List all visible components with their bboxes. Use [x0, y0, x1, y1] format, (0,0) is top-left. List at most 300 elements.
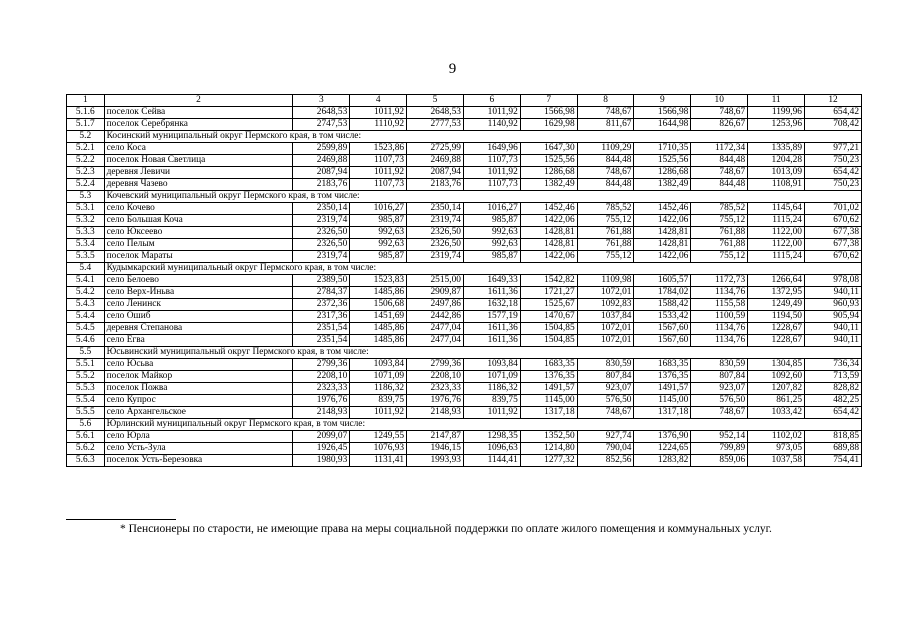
table-row	[67, 371, 862, 383]
table-row	[67, 395, 862, 407]
value-cell: 576,50	[691, 395, 748, 407]
value-cell: 1304,85	[748, 359, 805, 371]
value-cell: 1298,35	[463, 431, 520, 443]
value-cell: 985,87	[350, 251, 407, 263]
value-cell: 1253,96	[748, 119, 805, 131]
value-cell: 1283,82	[634, 455, 691, 467]
value-cell: 1993,93	[407, 455, 464, 467]
value-cell: 761,88	[577, 239, 634, 251]
value-cell: 799,89	[691, 443, 748, 455]
value-cell: 1649,33	[463, 275, 520, 287]
settlement-name: поселок Серебрянка	[104, 119, 293, 131]
settlement-name: поселок Усть-Березовка	[104, 455, 293, 467]
settlement-name: деревня Чазево	[104, 179, 293, 191]
value-cell: 2477,04	[407, 323, 464, 335]
value-cell: 1422,06	[634, 251, 691, 263]
value-cell: 2784,37	[293, 287, 350, 299]
value-cell: 992,63	[463, 227, 520, 239]
value-cell: 689,88	[805, 443, 862, 455]
value-cell: 844,48	[577, 155, 634, 167]
value-cell: 1107,73	[463, 179, 520, 191]
value-cell: 1071,09	[463, 371, 520, 383]
value-cell: 748,67	[577, 107, 634, 119]
value-cell: 852,56	[577, 455, 634, 467]
row-code: 5.2.2	[67, 155, 105, 167]
value-cell: 482,25	[805, 395, 862, 407]
value-cell: 736,34	[805, 359, 862, 371]
value-cell: 1611,36	[463, 335, 520, 347]
value-cell: 1485,86	[350, 323, 407, 335]
value-cell: 1504,85	[520, 335, 577, 347]
value-cell: 1096,63	[463, 443, 520, 455]
value-cell: 1376,90	[634, 431, 691, 443]
value-cell: 839,75	[350, 395, 407, 407]
page-number: 9	[448, 61, 457, 77]
value-cell: 2725,99	[407, 143, 464, 155]
value-cell: 701,02	[805, 203, 862, 215]
value-cell: 1533,42	[634, 311, 691, 323]
value-cell: 940,11	[805, 287, 862, 299]
value-cell: 755,12	[577, 215, 634, 227]
value-cell: 1093,84	[350, 359, 407, 371]
value-cell: 2323,33	[407, 383, 464, 395]
row-code: 5.5.3	[67, 383, 105, 395]
value-cell: 1286,68	[520, 167, 577, 179]
value-cell: 1976,76	[407, 395, 464, 407]
value-cell: 2319,74	[407, 251, 464, 263]
settlement-name: село Пелым	[104, 239, 293, 251]
row-code: 5.2.3	[67, 167, 105, 179]
value-cell: 985,87	[350, 215, 407, 227]
value-cell: 1523,86	[350, 143, 407, 155]
value-cell: 1611,36	[463, 287, 520, 299]
value-cell: 1072,01	[577, 287, 634, 299]
value-cell: 748,67	[577, 407, 634, 419]
section-row	[67, 419, 862, 431]
value-cell: 761,88	[577, 227, 634, 239]
value-cell: 2469,88	[407, 155, 464, 167]
row-code: 5.6.2	[67, 443, 105, 455]
value-cell: 1588,42	[634, 299, 691, 311]
value-cell: 2148,93	[293, 407, 350, 419]
value-cell: 2351,54	[293, 323, 350, 335]
settlement-name: село Юксеево	[104, 227, 293, 239]
value-cell: 1485,86	[350, 335, 407, 347]
section-title: Косинский муниципальный округ Пермского края, в том числе:	[104, 131, 861, 143]
value-cell: 2147,87	[407, 431, 464, 443]
value-cell: 839,75	[463, 395, 520, 407]
value-cell: 807,84	[691, 371, 748, 383]
settlement-name: село Ошиб	[104, 311, 293, 323]
row-code: 5.3.1	[67, 203, 105, 215]
value-cell: 2747,53	[293, 119, 350, 131]
row-code: 5.3.3	[67, 227, 105, 239]
value-cell: 1134,76	[691, 335, 748, 347]
section-title: Кочевский муниципальный округ Пермского края, в том числе:	[104, 191, 861, 203]
value-cell: 1470,67	[520, 311, 577, 323]
value-cell: 2599,89	[293, 143, 350, 155]
value-cell: 1317,18	[634, 407, 691, 419]
value-cell: 1115,24	[748, 215, 805, 227]
value-cell: 2326,50	[407, 239, 464, 251]
row-code: 5.4.5	[67, 323, 105, 335]
value-cell: 1422,06	[520, 251, 577, 263]
table-row	[67, 107, 862, 119]
value-cell: 1422,06	[520, 215, 577, 227]
value-cell: 1224,65	[634, 443, 691, 455]
value-cell: 2351,54	[293, 335, 350, 347]
value-cell: 992,63	[350, 227, 407, 239]
value-cell: 2326,50	[293, 227, 350, 239]
column-header: 8	[577, 95, 634, 107]
value-cell: 1577,19	[463, 311, 520, 323]
table-row	[67, 239, 862, 251]
value-cell: 1228,67	[748, 335, 805, 347]
row-code: 5.3.2	[67, 215, 105, 227]
value-cell: 1016,27	[350, 203, 407, 215]
table-row	[67, 203, 862, 215]
value-cell: 750,23	[805, 155, 862, 167]
value-cell: 807,84	[577, 371, 634, 383]
value-cell: 1382,49	[634, 179, 691, 191]
column-header: 6	[463, 95, 520, 107]
value-cell: 1491,57	[520, 383, 577, 395]
value-cell: 2326,50	[407, 227, 464, 239]
value-cell: 1382,49	[520, 179, 577, 191]
settlement-name: село Юрла	[104, 431, 293, 443]
value-cell: 1376,35	[634, 371, 691, 383]
value-cell: 1110,92	[350, 119, 407, 131]
settlement-name: село Архангельское	[104, 407, 293, 419]
section-code: 5.4	[67, 263, 105, 275]
value-cell: 1976,76	[293, 395, 350, 407]
value-cell: 2497,86	[407, 299, 464, 311]
value-cell: 1249,49	[748, 299, 805, 311]
value-cell: 2317,36	[293, 311, 350, 323]
row-code: 5.4.6	[67, 335, 105, 347]
value-cell: 2087,94	[407, 167, 464, 179]
value-cell: 1072,01	[577, 335, 634, 347]
value-cell: 992,63	[463, 239, 520, 251]
value-cell: 1011,92	[463, 167, 520, 179]
value-cell: 1145,64	[748, 203, 805, 215]
value-cell: 1199,96	[748, 107, 805, 119]
settlement-name: село Коса	[104, 143, 293, 155]
value-cell: 755,12	[691, 251, 748, 263]
value-cell: 1683,35	[634, 359, 691, 371]
value-cell: 654,42	[805, 407, 862, 419]
value-cell: 1372,95	[748, 287, 805, 299]
value-cell: 985,87	[463, 215, 520, 227]
value-cell: 830,59	[691, 359, 748, 371]
value-cell: 761,88	[691, 227, 748, 239]
value-cell: 923,07	[691, 383, 748, 395]
value-cell: 1011,92	[463, 407, 520, 419]
settlement-name: село Усть-Зула	[104, 443, 293, 455]
row-code: 5.2.4	[67, 179, 105, 191]
value-cell: 1926,45	[293, 443, 350, 455]
value-cell: 1072,01	[577, 323, 634, 335]
value-cell: 1525,67	[520, 299, 577, 311]
settlement-name: село Кочево	[104, 203, 293, 215]
value-cell: 1611,36	[463, 323, 520, 335]
column-header: 11	[748, 95, 805, 107]
value-cell: 1122,00	[748, 239, 805, 251]
value-cell: 1335,89	[748, 143, 805, 155]
settlement-name: село Большая Коча	[104, 215, 293, 227]
value-cell: 1011,92	[463, 107, 520, 119]
settlement-name: село Юсьва	[104, 359, 293, 371]
value-cell: 923,07	[577, 383, 634, 395]
value-cell: 1485,86	[350, 287, 407, 299]
value-cell: 2350,14	[293, 203, 350, 215]
value-cell: 2208,10	[293, 371, 350, 383]
table-row	[67, 287, 862, 299]
table-row	[67, 179, 862, 191]
value-cell: 1567,60	[634, 335, 691, 347]
value-cell: 2183,76	[293, 179, 350, 191]
value-cell: 861,25	[748, 395, 805, 407]
value-cell: 1186,32	[463, 383, 520, 395]
settlement-name: село Верх-Иньва	[104, 287, 293, 299]
value-cell: 2319,74	[407, 215, 464, 227]
table-row	[67, 143, 862, 155]
row-code: 5.5.1	[67, 359, 105, 371]
value-cell: 2799,36	[407, 359, 464, 371]
table-row	[67, 275, 862, 287]
settlement-name: поселок Пожва	[104, 383, 293, 395]
value-cell: 1071,09	[350, 371, 407, 383]
value-cell: 1683,35	[520, 359, 577, 371]
section-row	[67, 263, 862, 275]
value-cell: 670,62	[805, 215, 862, 227]
value-cell: 905,94	[805, 311, 862, 323]
value-cell: 754,41	[805, 455, 862, 467]
value-cell: 1194,50	[748, 311, 805, 323]
table-row	[67, 455, 862, 467]
section-row	[67, 131, 862, 143]
value-cell: 2148,93	[407, 407, 464, 419]
table-row	[67, 443, 862, 455]
value-cell: 1506,68	[350, 299, 407, 311]
value-cell: 785,52	[691, 203, 748, 215]
settlement-name: село Белоево	[104, 275, 293, 287]
value-cell: 1033,42	[748, 407, 805, 419]
value-cell: 1145,00	[634, 395, 691, 407]
value-cell: 748,67	[691, 407, 748, 419]
value-cell: 2909,87	[407, 287, 464, 299]
value-cell: 677,38	[805, 239, 862, 251]
value-cell: 1186,32	[350, 383, 407, 395]
value-cell: 2326,50	[293, 239, 350, 251]
row-code: 5.5.4	[67, 395, 105, 407]
value-cell: 1108,91	[748, 179, 805, 191]
value-cell: 1093,84	[463, 359, 520, 371]
table-row	[67, 155, 862, 167]
value-cell: 2087,94	[293, 167, 350, 179]
value-cell: 1352,50	[520, 431, 577, 443]
table-row	[67, 227, 862, 239]
row-code: 5.5.2	[67, 371, 105, 383]
value-cell: 818,85	[805, 431, 862, 443]
value-cell: 1946,15	[407, 443, 464, 455]
value-cell: 2319,74	[293, 215, 350, 227]
value-cell: 1784,02	[634, 287, 691, 299]
table-row	[67, 311, 862, 323]
settlement-name: поселок Мараты	[104, 251, 293, 263]
value-cell: 2648,53	[293, 107, 350, 119]
value-cell: 1452,46	[634, 203, 691, 215]
column-header: 1	[67, 95, 105, 107]
value-cell: 2323,33	[293, 383, 350, 395]
value-cell: 960,93	[805, 299, 862, 311]
value-cell: 1286,68	[634, 167, 691, 179]
section-row	[67, 347, 862, 359]
value-cell: 844,48	[577, 179, 634, 191]
value-cell: 1140,92	[463, 119, 520, 131]
value-cell: 2648,53	[407, 107, 464, 119]
value-cell: 670,62	[805, 251, 862, 263]
value-cell: 1504,85	[520, 323, 577, 335]
value-cell: 1721,27	[520, 287, 577, 299]
value-cell: 1109,29	[577, 143, 634, 155]
column-header: 7	[520, 95, 577, 107]
value-cell: 1376,35	[520, 371, 577, 383]
value-cell: 1566,98	[634, 107, 691, 119]
value-cell: 1542,82	[520, 275, 577, 287]
value-cell: 1107,73	[350, 155, 407, 167]
value-cell: 1134,76	[691, 287, 748, 299]
value-cell: 1011,92	[350, 107, 407, 119]
value-cell: 1266,64	[748, 275, 805, 287]
settlement-name: поселок Новая Светлица	[104, 155, 293, 167]
value-cell: 1525,56	[634, 155, 691, 167]
table-row	[67, 383, 862, 395]
value-cell: 1605,57	[634, 275, 691, 287]
value-cell: 1228,67	[748, 323, 805, 335]
value-cell: 1422,06	[634, 215, 691, 227]
value-cell: 940,11	[805, 335, 862, 347]
table-row	[67, 251, 862, 263]
column-header: 9	[634, 95, 691, 107]
section-code: 5.5	[67, 347, 105, 359]
value-cell: 1629,98	[520, 119, 577, 131]
value-cell: 2183,76	[407, 179, 464, 191]
column-header: 3	[293, 95, 350, 107]
table-row	[67, 215, 862, 227]
settlement-name: поселок Сейва	[104, 107, 293, 119]
value-cell: 750,23	[805, 179, 862, 191]
value-cell: 2372,36	[293, 299, 350, 311]
value-cell: 1644,98	[634, 119, 691, 131]
value-cell: 2208,10	[407, 371, 464, 383]
tariff-table	[66, 94, 862, 467]
section-code: 5.3	[67, 191, 105, 203]
value-cell: 654,42	[805, 167, 862, 179]
value-cell: 1980,93	[293, 455, 350, 467]
value-cell: 2442,86	[407, 311, 464, 323]
row-code: 5.4.4	[67, 311, 105, 323]
value-cell: 1567,60	[634, 323, 691, 335]
value-cell: 761,88	[691, 239, 748, 251]
row-code: 5.4.1	[67, 275, 105, 287]
value-cell: 755,12	[577, 251, 634, 263]
value-cell: 2389,50	[293, 275, 350, 287]
value-cell: 2099,07	[293, 431, 350, 443]
value-cell: 2319,74	[293, 251, 350, 263]
value-cell: 1155,58	[691, 299, 748, 311]
value-cell: 992,63	[350, 239, 407, 251]
value-cell: 1131,41	[350, 455, 407, 467]
value-cell: 2799,36	[293, 359, 350, 371]
value-cell: 1710,35	[634, 143, 691, 155]
value-cell: 1523,83	[350, 275, 407, 287]
value-cell: 1277,32	[520, 455, 577, 467]
column-header: 2	[104, 95, 293, 107]
value-cell: 1144,41	[463, 455, 520, 467]
table-row	[67, 359, 862, 371]
value-cell: 1100,59	[691, 311, 748, 323]
table-row	[67, 323, 862, 335]
column-header: 12	[805, 95, 862, 107]
settlement-name: село Купрос	[104, 395, 293, 407]
value-cell: 1172,34	[691, 143, 748, 155]
value-cell: 677,38	[805, 227, 862, 239]
value-cell: 952,14	[691, 431, 748, 443]
value-cell: 1145,00	[520, 395, 577, 407]
table-row	[67, 431, 862, 443]
value-cell: 1011,92	[350, 407, 407, 419]
column-header: 10	[691, 95, 748, 107]
row-code: 5.1.6	[67, 107, 105, 119]
table-row	[67, 119, 862, 131]
column-header: 4	[350, 95, 407, 107]
settlement-name: деревня Степанова	[104, 323, 293, 335]
value-cell: 785,52	[577, 203, 634, 215]
table-row	[67, 335, 862, 347]
value-cell: 1122,00	[748, 227, 805, 239]
settlement-name: деревня Левичи	[104, 167, 293, 179]
settlement-name: село Егва	[104, 335, 293, 347]
value-cell: 2350,14	[407, 203, 464, 215]
value-cell: 1092,83	[577, 299, 634, 311]
table-header-row	[67, 95, 862, 107]
value-cell: 755,12	[691, 215, 748, 227]
value-cell: 1107,73	[463, 155, 520, 167]
footnote-divider	[66, 519, 176, 520]
value-cell: 1452,46	[520, 203, 577, 215]
value-cell: 940,11	[805, 323, 862, 335]
value-cell: 1037,58	[748, 455, 805, 467]
value-cell: 2777,53	[407, 119, 464, 131]
value-cell: 1525,56	[520, 155, 577, 167]
value-cell: 1076,93	[350, 443, 407, 455]
value-cell: 859,06	[691, 455, 748, 467]
value-cell: 1207,82	[748, 383, 805, 395]
value-cell: 985,87	[463, 251, 520, 263]
value-cell: 1214,80	[520, 443, 577, 455]
value-cell: 1037,84	[577, 311, 634, 323]
section-title: Юрлинский муниципальный округ Пермского края, в том числе:	[104, 419, 861, 431]
row-code: 5.4.2	[67, 287, 105, 299]
value-cell: 830,59	[577, 359, 634, 371]
row-code: 5.2.1	[67, 143, 105, 155]
value-cell: 748,67	[577, 167, 634, 179]
value-cell: 1115,24	[748, 251, 805, 263]
value-cell: 977,21	[805, 143, 862, 155]
value-cell: 708,42	[805, 119, 862, 131]
value-cell: 1649,96	[463, 143, 520, 155]
